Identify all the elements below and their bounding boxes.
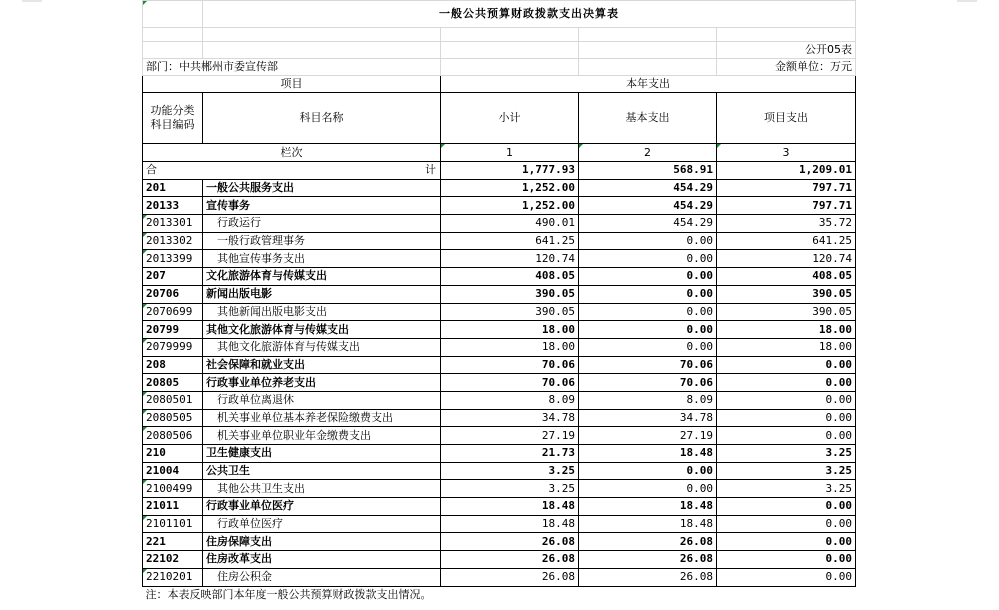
row-subtotal: 21.73 <box>441 445 579 463</box>
row-subtotal: 3.25 <box>441 462 579 480</box>
row-project: 0.00 <box>717 391 856 409</box>
row-subtotal: 8.09 <box>441 391 579 409</box>
blank-cell <box>717 28 856 42</box>
row-code: 22102 <box>143 551 203 569</box>
row-basic: 34.78 <box>579 409 717 427</box>
row-code: 2080506 <box>143 427 203 445</box>
table-row <box>143 391 856 409</box>
row-project: 0.00 <box>717 515 856 533</box>
row-project: 390.05 <box>717 285 856 303</box>
row-project: 0.00 <box>717 533 856 551</box>
table-row <box>143 427 856 445</box>
header-col-3: 3 <box>717 144 856 162</box>
row-subtotal: 18.48 <box>441 515 579 533</box>
row-name: 公共卫生 <box>203 462 441 480</box>
row-name: 一般行政管理事务 <box>203 232 441 250</box>
row-project: 0.00 <box>717 409 856 427</box>
table-row <box>143 445 856 463</box>
footnote: 注：本表反映部门本年度一般公共预算财政拨款支出情况。 <box>145 588 432 602</box>
row-project: 641.25 <box>717 232 856 250</box>
row-subtotal: 26.08 <box>441 568 579 586</box>
blank-cell <box>441 28 579 42</box>
row-name: 社会保障和就业支出 <box>203 356 441 374</box>
table-row <box>143 285 856 303</box>
table-row <box>143 215 856 233</box>
unit-label: 金额单位：万元 <box>717 59 856 76</box>
row-code: 207 <box>143 268 203 286</box>
row-subtotal: 490.01 <box>441 215 579 233</box>
row-project: 120.74 <box>717 250 856 268</box>
row-code: 21004 <box>143 462 203 480</box>
table-number: 公开05表 <box>717 42 856 59</box>
row-subtotal: 18.00 <box>441 338 579 356</box>
table-row <box>143 462 856 480</box>
blank-cell <box>203 28 441 42</box>
row-project: 797.71 <box>717 179 856 197</box>
row-code: 21011 <box>143 498 203 516</box>
row-project: 3.25 <box>717 445 856 463</box>
table-row <box>143 303 856 321</box>
row-subtotal: 26.08 <box>441 533 579 551</box>
row-name: 机关事业单位基本养老保险缴费支出 <box>203 409 441 427</box>
row-basic: 26.08 <box>579 568 717 586</box>
row-project: 0.00 <box>717 356 856 374</box>
table-row <box>143 533 856 551</box>
blank-cell <box>441 59 579 76</box>
header-code: 功能分类 科目编码 <box>143 93 203 144</box>
row-code: 2080505 <box>143 409 203 427</box>
row-subtotal: 1,252.00 <box>441 197 579 215</box>
row-name: 住房改革支出 <box>203 551 441 569</box>
row-basic: 26.08 <box>579 551 717 569</box>
row-code: 20805 <box>143 374 203 392</box>
row-code: 2070699 <box>143 303 203 321</box>
row-name: 其他新闻出版电影支出 <box>203 303 441 321</box>
row-subtotal: 34.78 <box>441 409 579 427</box>
row-subtotal: 70.06 <box>441 374 579 392</box>
row-project: 0.00 <box>717 374 856 392</box>
row-name: 其他宣传事务支出 <box>203 250 441 268</box>
row-basic: 18.48 <box>579 445 717 463</box>
row-basic: 0.00 <box>579 321 717 339</box>
table-row <box>143 268 856 286</box>
row-project: 3.25 <box>717 480 856 498</box>
table-row <box>143 250 856 268</box>
header-item: 项目 <box>143 76 441 93</box>
sheet-corner-left <box>22 0 42 2</box>
row-project: 3.25 <box>717 462 856 480</box>
row-basic: 0.00 <box>579 268 717 286</box>
row-code: 2210201 <box>143 568 203 586</box>
page-title: 一般公共预算财政拨款支出决算表 <box>203 1 856 28</box>
row-basic: 0.00 <box>579 462 717 480</box>
blank-cell <box>143 42 203 59</box>
row-basic: 454.29 <box>579 197 717 215</box>
row-name: 其他公共卫生支出 <box>203 480 441 498</box>
row-name: 行政事业单位医疗 <box>203 498 441 516</box>
header-col-2: 2 <box>579 144 717 162</box>
row-name: 住房保障支出 <box>203 533 441 551</box>
row-subtotal: 390.05 <box>441 285 579 303</box>
total-subtotal: 1,777.93 <box>441 162 579 180</box>
row-code: 221 <box>143 533 203 551</box>
row-subtotal: 70.06 <box>441 356 579 374</box>
row-code: 2013301 <box>143 215 203 233</box>
table-row <box>143 409 856 427</box>
row-code: 20799 <box>143 321 203 339</box>
row-code: 2100499 <box>143 480 203 498</box>
row-subtotal: 18.48 <box>441 498 579 516</box>
row-project: 0.00 <box>717 568 856 586</box>
row-basic: 26.08 <box>579 533 717 551</box>
row-subtotal: 27.19 <box>441 427 579 445</box>
blank-cell <box>203 42 441 59</box>
total-row <box>143 162 856 180</box>
row-name: 新闻出版电影 <box>203 285 441 303</box>
row-project: 0.00 <box>717 427 856 445</box>
table-row <box>143 551 856 569</box>
table-row <box>143 197 856 215</box>
report-page <box>142 0 855 602</box>
row-code: 201 <box>143 179 203 197</box>
row-basic: 27.19 <box>579 427 717 445</box>
row-code: 2013399 <box>143 250 203 268</box>
department-label: 部门：中共郴州市委宣传部 <box>143 59 441 76</box>
row-name: 行政事业单位养老支出 <box>203 374 441 392</box>
table-row <box>143 321 856 339</box>
title-spacer-1 <box>143 1 203 28</box>
blank-cell <box>579 59 717 76</box>
blank-cell <box>579 42 717 59</box>
total-label <box>143 162 441 180</box>
row-basic: 454.29 <box>579 179 717 197</box>
total-project: 1,209.01 <box>717 162 856 180</box>
row-code: 20133 <box>143 197 203 215</box>
row-code: 208 <box>143 356 203 374</box>
row-code: 2080501 <box>143 391 203 409</box>
row-basic: 0.00 <box>579 250 717 268</box>
row-name: 卫生健康支出 <box>203 445 441 463</box>
row-subtotal: 18.00 <box>441 321 579 339</box>
row-subtotal: 641.25 <box>441 232 579 250</box>
header-col-index: 栏次 <box>143 144 441 162</box>
row-code: 2013302 <box>143 232 203 250</box>
row-name: 其他文化旅游体育与传媒支出 <box>203 338 441 356</box>
total-label-right: 计 <box>425 163 436 177</box>
row-name: 行政单位离退休 <box>203 391 441 409</box>
sheet-corner-right <box>957 0 977 2</box>
row-project: 18.00 <box>717 338 856 356</box>
row-basic: 454.29 <box>579 215 717 233</box>
row-code: 2101101 <box>143 515 203 533</box>
row-basic: 0.00 <box>579 303 717 321</box>
row-subtotal: 3.25 <box>441 480 579 498</box>
table-row <box>143 498 856 516</box>
total-basic: 568.91 <box>579 162 717 180</box>
row-subtotal: 1,252.00 <box>441 179 579 197</box>
row-basic: 18.48 <box>579 515 717 533</box>
row-basic: 18.48 <box>579 498 717 516</box>
total-label-left: 合 <box>146 163 157 177</box>
table-row <box>143 338 856 356</box>
header-project: 项目支出 <box>717 93 856 144</box>
row-code: 2079999 <box>143 338 203 356</box>
row-project: 0.00 <box>717 498 856 516</box>
header-subtotal: 小计 <box>441 93 579 144</box>
row-basic: 70.06 <box>579 374 717 392</box>
header-basic: 基本支出 <box>579 93 717 144</box>
row-project: 35.72 <box>717 215 856 233</box>
data-rows <box>143 179 856 586</box>
table-row <box>143 356 856 374</box>
header-current-year: 本年支出 <box>441 76 856 93</box>
expenditure-table <box>142 0 856 604</box>
row-basic: 70.06 <box>579 356 717 374</box>
row-name: 其他文化旅游体育与传媒支出 <box>203 321 441 339</box>
row-project: 408.05 <box>717 268 856 286</box>
header-name: 科目名称 <box>203 93 441 144</box>
row-name: 一般公共服务支出 <box>203 179 441 197</box>
table-row <box>143 568 856 586</box>
row-subtotal: 408.05 <box>441 268 579 286</box>
row-name: 文化旅游体育与传媒支出 <box>203 268 441 286</box>
row-basic: 0.00 <box>579 338 717 356</box>
row-basic: 0.00 <box>579 232 717 250</box>
blank-cell <box>143 28 203 42</box>
row-name: 住房公积金 <box>203 568 441 586</box>
row-project: 797.71 <box>717 197 856 215</box>
row-name: 机关事业单位职业年金缴费支出 <box>203 427 441 445</box>
row-subtotal: 120.74 <box>441 250 579 268</box>
row-project: 0.00 <box>717 551 856 569</box>
header-col-1: 1 <box>441 144 579 162</box>
table-row <box>143 480 856 498</box>
row-subtotal: 26.08 <box>441 551 579 569</box>
blank-cell <box>579 28 717 42</box>
row-name: 行政运行 <box>203 215 441 233</box>
row-basic: 0.00 <box>579 285 717 303</box>
row-project: 390.05 <box>717 303 856 321</box>
row-name: 行政单位医疗 <box>203 515 441 533</box>
blank-cell <box>441 42 579 59</box>
row-subtotal: 390.05 <box>441 303 579 321</box>
row-project: 18.00 <box>717 321 856 339</box>
row-basic: 0.00 <box>579 480 717 498</box>
table-row <box>143 374 856 392</box>
row-code: 20706 <box>143 285 203 303</box>
row-code: 210 <box>143 445 203 463</box>
row-name: 宣传事务 <box>203 197 441 215</box>
table-row <box>143 232 856 250</box>
table-row <box>143 515 856 533</box>
table-row <box>143 179 856 197</box>
row-basic: 8.09 <box>579 391 717 409</box>
